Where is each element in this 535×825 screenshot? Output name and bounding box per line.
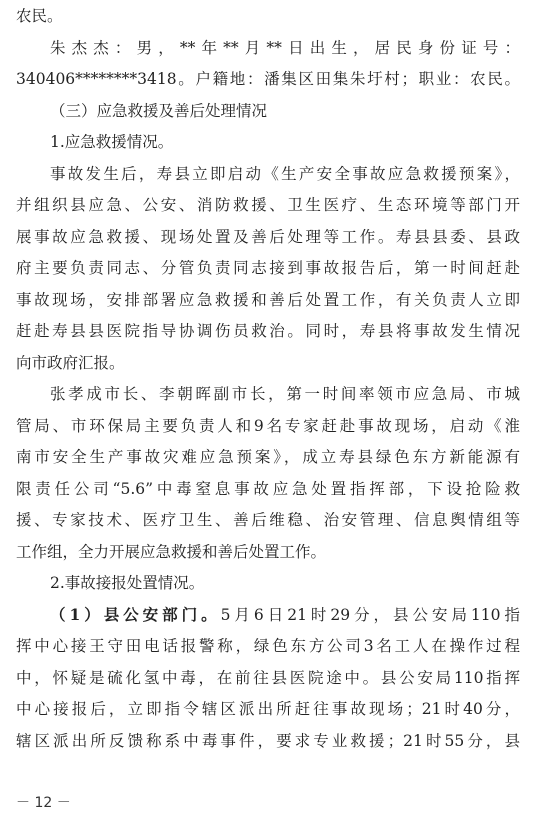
text-line: 农民。 xyxy=(16,7,63,25)
text-line-with-bold-lead xyxy=(50,605,520,625)
text-line: 限责任公司“5.6”中毒窒息事故应急处置指挥部，下设抢险救 xyxy=(16,479,520,498)
text-line: 挥中心接王守田电话报警称，绿色东方公司3名工人在操作过程 xyxy=(16,637,520,655)
text-line: 事故发生后，寿县立即启动《生产安全事故应急救援预案》， xyxy=(50,164,520,183)
text-line: 赶赴寿县县医院指导协调伤员救治。同时，寿县将事故发生情况 xyxy=(16,322,520,340)
page-number: － 12 － xyxy=(16,795,71,811)
text-line: 中心接报后，立即指令辖区派出所赶往事故现场；21时40分， xyxy=(16,700,520,718)
text-line: 南市安全生产事故灾难应急预案》，成立寿县绿色东方新能源有 xyxy=(16,448,520,466)
text-line: 向市政府汇报。 xyxy=(16,353,125,372)
section-heading: （三）应急救援及善后处理情况 xyxy=(50,101,268,120)
text-line: 中，怀疑是硫化氢中毒，在前往县医院途中。县公安局110指挥 xyxy=(16,668,520,687)
text-line: 并组织县应急、公安、消防救援、卫生医疗、生态环境等部门开 xyxy=(16,196,520,214)
bold-lead: （1）县公安部门。 xyxy=(50,604,221,624)
text-line: 朱杰杰：男，**年**月**日出生，居民身份证号： xyxy=(50,38,520,57)
text-line: 张孝成市长、李朝晖副市长，第一时间率领市应急局、市城 xyxy=(50,385,520,403)
text-line: 辖区派出所反馈称系中毒事件，要求专业救援；21时55分，县 xyxy=(16,731,520,750)
text-run: 5月6日21时29分，县公安局110指 xyxy=(220,605,520,624)
text-line: 援、专家技术、医疗卫生、善后维稳、治安管理、信息舆情组等 xyxy=(16,511,520,529)
text-line: 事故现场，安排部署应急救援和善后处置工作，有关负责人立即 xyxy=(16,290,520,309)
subsection-heading: 1.应急救援情况。 xyxy=(50,133,174,151)
text-line: 工作组，全力开展应急救援和善后处置工作。 xyxy=(16,542,327,561)
text-line: 展事故应急救援、现场处置及善后处理等工作。寿县县委、县政 xyxy=(16,227,520,246)
subsection-heading: 2.事故接报处置情况。 xyxy=(50,574,205,592)
text-line: 340406********3418。户籍地：潘集区田集朱圩村；职业：农民。 xyxy=(16,70,520,88)
text-line: 管局、市环保局主要负责人和9名专家赶赴事故现场，启动《淮 xyxy=(16,416,520,435)
text-line: 府主要负责同志、分管负责同志接到事故报告后，第一时间赶赴 xyxy=(16,259,520,277)
